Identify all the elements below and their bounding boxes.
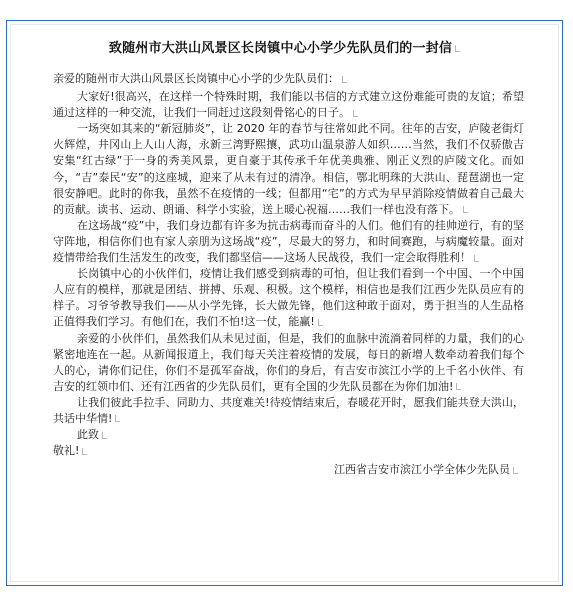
paragraph-mark-icon [82,448,87,455]
letter-frame [6,20,563,586]
paragraph-1 [53,89,524,121]
paragraph-mark-icon [102,432,107,439]
paragraph-3 [53,218,524,266]
letter-signature [53,462,524,478]
paragraph-mark-icon [463,206,468,213]
closing-text: 此致 [77,428,99,442]
letter-body [53,71,524,478]
paragraph-text: 亲爱的小伙伴们，虽然我们从未见过面，但是，我们的血脉中流淌着同样的力量，我们的心紧密地连在一起。从新闻报道上，我们每天关注着疫情的发展，每日的新增人数牵动着我们每个人的心，请你们记住，你们不是孤军奋战，你们的身后，有吉安市滨江小学的上千名小伙伴、有吉安的红领巾们、还有江西省的少先队员们，更有全国的少先队员都在为你们加油! [53,331,524,393]
closing-line-2 [53,443,524,459]
signature-text: 江西省吉安市滨江小学全体少先队员 [334,463,510,477]
paragraph-mark-icon [513,467,518,474]
letter-title [7,37,562,56]
letter-title-text: 致随州市大洪山风景区长岗镇中心小学少先队员们的一封信 [108,41,453,56]
greeting-text: 亲爱的随州市大洪山风景区长岗镇中心小学的少先队员们： [53,72,339,85]
paragraph-mark-icon [456,383,461,390]
paragraph-text: 长岗镇中心的小伙伴们，疫情让我们感受到病毒的可怕，但让我们看到一个中国、一个中国人应有的模样，那就是团结、拼搏、乐观、积极。这个模样，相信也是我们江西少先队员应有的样子。习爷爷教导我们——从小学先锋，长大做先锋，他们这种敢于面对，勇于担当的人生品格正值得我们学习。有他们在，我们不怕!这一仗，能赢! [53,267,524,329]
closing-line-1 [53,427,524,443]
paragraph-mark-icon [115,415,120,422]
paragraph-text: 让我们彼此手拉手、同助力、共度难关!待疫情结束后，春暖花开时，愿我们能共登大洪山，共话中华情! [53,395,524,425]
paragraph-2 [53,121,524,218]
paragraph-4 [53,266,524,330]
paragraph-mark-icon [353,110,358,117]
paragraph-mark-icon [342,76,347,83]
paragraph-text: 在这场战“疫”中，我们身边都有许多为抗击病毒而奋斗的人们。他们有的挂帅逆行，有的坚守阵地，相信你们也有家人亲朋为这场战“疫”，尽最大的努力，和时间赛跑，与病魔较量。面对疫情带给我们生活发生的改变，我们都坚信——这场人民战役，我们一定会取得胜利！ [53,218,524,265]
paragraph-5 [53,331,524,395]
paragraph-mark-icon [474,255,479,262]
paragraph-6 [53,395,524,427]
paragraph-mark-icon [318,319,323,326]
paragraph-text: 大家好!很高兴，在这样一个特殊时期，我们能以书信的方式建立这份难能可贵的友谊；希望通过这样的一种交流，让我们一同赶过这段刻骨铭心的日子。 [53,90,524,120]
paragraph-text: 一场突如其来的“新冠肺炎”，让 2020 年的春节与往常如此不同。往年的吉安，庐陵老街灯火辉煌，井冈山上人山人海，永新三湾野熙攘，武功山温泉游人如织……当然，我们不仅骄傲吉安集“红古绿”于一身的秀美风景，更自豪于其传承千年优美典雅、刚正义烈的庐陵文化。而如今，“吉”泰民“安”的这座城，迎来了从未有过的清净。相信，鄂北明珠的大洪山、琵琶湖也一定很安静吧。此时的你我，虽然不在疫情的一线；但都用“宅”的方式为早早消除疫情做着自己最大的贡献。读书、运动、朗诵、科学小实验，送上暖心祝福……我们一样也没有落下。 [53,122,524,216]
closing-text: 敬礼! [53,444,80,458]
paragraph-mark-icon [455,45,460,52]
letter-greeting [53,71,524,87]
